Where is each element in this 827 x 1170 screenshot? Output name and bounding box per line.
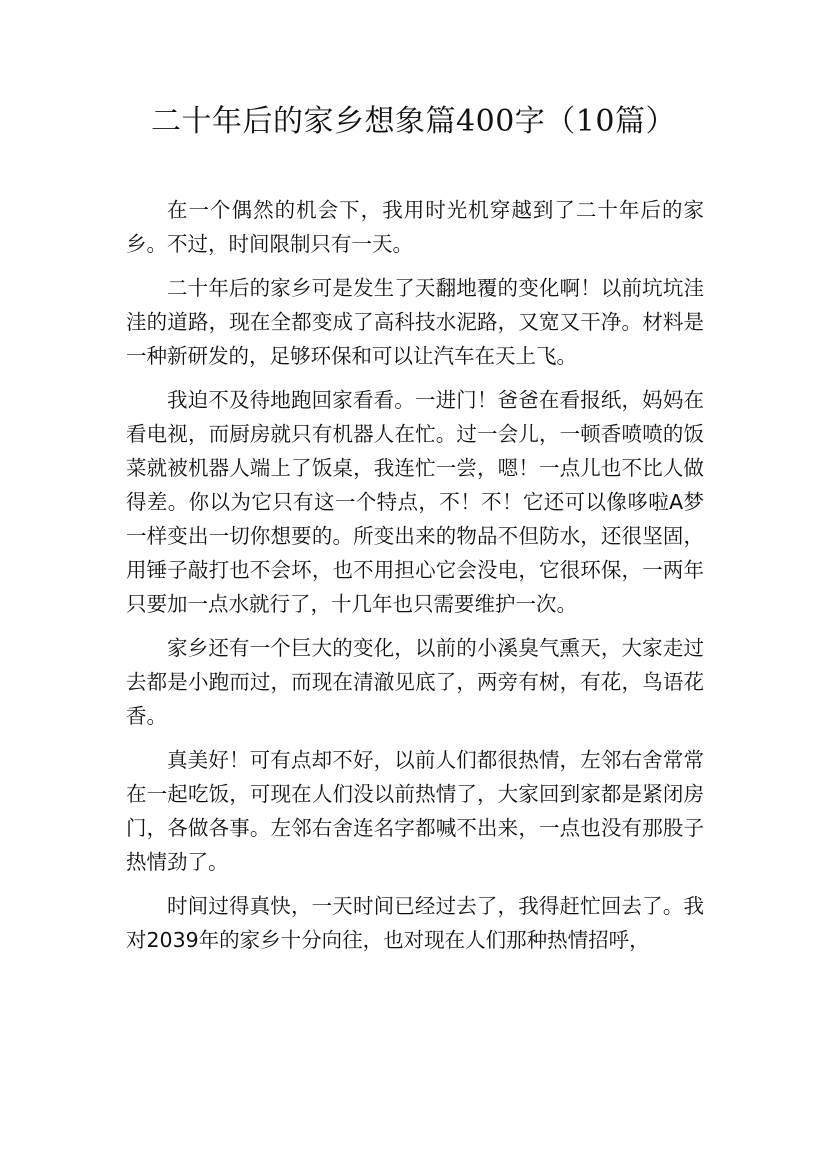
paragraph-5: 真美好！可有点却不好，以前人们都很热情，左邻右舍常常在一起吃饭，可现在人们没以前热情了，大家回到家都是紧闭房门，各做各事。左邻右舍连名字都喊不出来，一点也没有那股子热情劲了。: [126, 748, 704, 874]
document-body: [126, 193, 704, 967]
paragraph-1: 在一个偶然的机会下，我用时光机穿越到了二十年后的家乡。不过，时间限制只有一天。: [126, 198, 704, 256]
paragraph-3: 我迫不及待地跑回家看看。一进门！爸爸在看报纸，妈妈在看电视，而厨房就只有机器人在忙。过一会儿，一顿香喷喷的饭菜就被机器人端上了饭桌，我连忙一尝，嗯！一点儿也不比人做得差。你以为它只有这一个特点，不！不！它还可以像哆啦A梦一样变出一切你想要的。所变出来的物品不但防水，还很坚固，用锤子敲打也不会坏，也不用担心它会没电，它很环保，一两年只要加一点水就行了，十几年也只需要维护一次。: [126, 388, 704, 616]
paragraph-4: 家乡还有一个巨大的变化，以前的小溪臭气熏天，大家走过去都是小跑而过，而现在清澈见底了，两旁有树，有花，鸟语花香。: [126, 636, 704, 728]
document-title: 二十年后的家乡想象篇400字（10篇）: [151, 104, 676, 139]
paragraph-6: 时间过得真快，一天时间已经过去了，我得赶忙回去了。我对2039年的家乡十分向往，也对现在人们那种热情招呼，: [126, 894, 704, 952]
paragraph-2: 二十年后的家乡可是发生了天翻地覆的变化啊！以前坑坑洼洼的道路，现在全都变成了高科技水泥路，又宽又干净。材料是一种新研发的，足够环保和可以让汽车在天上飞。: [126, 276, 704, 368]
